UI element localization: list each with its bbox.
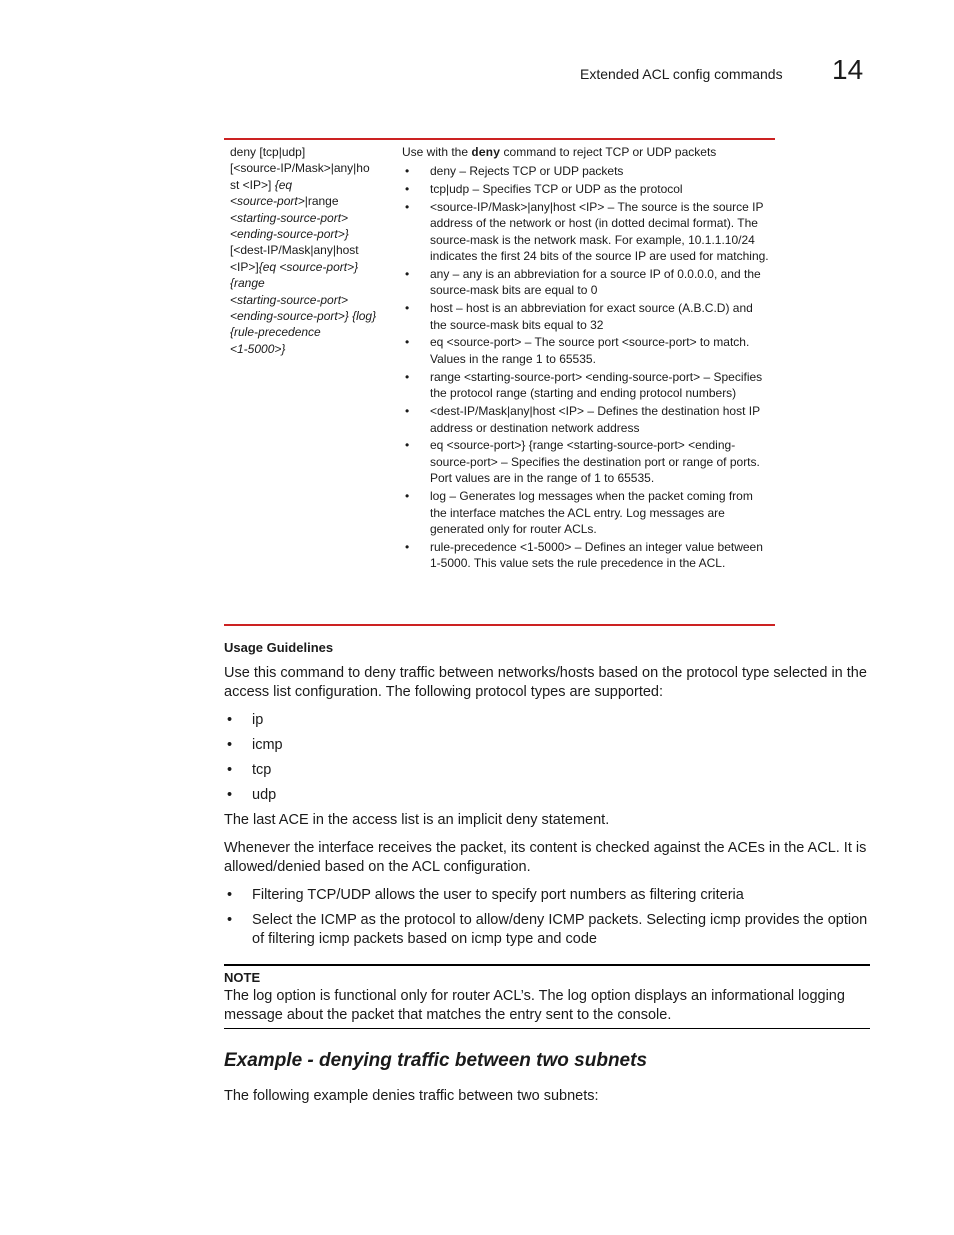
bullet-icon: • [227, 912, 233, 928]
syntax-line: <ending-source-port>} {log} [230, 309, 377, 324]
bullet-icon: • [227, 762, 233, 778]
list-item: • eq <source-port>} {range <starting-source-port> <ending-source-port> – Specifies the destination port or range of ports. Port values are in the range of 1 to 65535. [405, 438, 760, 486]
syntax-column [230, 144, 390, 357]
bullet-icon: • [405, 489, 410, 504]
description-intro: Use with the deny command to reject TCP or UDP packets [402, 145, 717, 160]
description-column [402, 144, 770, 572]
bullet-icon: • [227, 737, 233, 753]
note-heading: NOTE [224, 970, 261, 985]
syntax-line: <starting-source-port> [230, 210, 349, 225]
list-item: • Filtering TCP/UDP allows the user to specify port numbers as filtering criteria [227, 887, 744, 903]
syntax-line: deny [tcp|udp] [230, 145, 306, 159]
bullet-icon: • [227, 787, 233, 803]
usage-paragraph: Whenever the interface receives the packet, its content is checked against the ACEs in the ACL. It is allowed/denied based on the ACL configuration. [224, 840, 867, 875]
bullet-icon: • [405, 438, 410, 453]
bullet-icon: • [405, 266, 410, 281]
filter-list [224, 886, 869, 949]
example-intro: The following example denies traffic between two subnets: [224, 1088, 599, 1104]
section-heading: Example - denying traffic between two subnets [224, 1050, 648, 1071]
bullet-icon: • [405, 163, 410, 178]
parameter-list [402, 163, 770, 572]
usage-heading: Usage Guidelines [224, 640, 334, 655]
syntax-line: [<source-IP/Mask>|any|ho [230, 161, 370, 176]
list-item: • deny – Rejects TCP or UDP packets [405, 163, 624, 178]
syntax-line: <ending-source-port>} [230, 227, 349, 242]
chapter-number: 14 [832, 54, 864, 85]
list-item: • any – any is an abbreviation for a source IP of 0.0.0.0, and the source-mask bits are equal to 0 [405, 266, 761, 298]
list-item: • log – Generates log messages when the packet coming from the interface matches the ACL entry. Log messages are generated only for router ACLs. [405, 489, 753, 536]
list-item: • Select the ICMP as the protocol to allow/deny ICMP packets. Selecting icmp provides the option of filtering icmp packets based on icmp type and code [227, 912, 868, 947]
syntax-line: {rule-precedence [230, 325, 321, 340]
usage-paragraph: Use this command to deny traffic between networks/hosts based on the protocol type selected in the access list configuration. The following protocol types are supported: [224, 665, 867, 700]
list-item: • range <starting-source-port> <ending-source-port> – Specifies the protocol range (starting and ending protocol numbers) [405, 369, 763, 401]
syntax-line: <IP>]{eq <source-port>} [230, 259, 359, 274]
syntax-line: {range [230, 276, 265, 291]
list-item: • ip [227, 712, 264, 728]
command-table [224, 138, 775, 626]
bullet-icon: • [227, 712, 233, 728]
syntax-line: [<dest-IP/Mask|any|host [230, 243, 359, 258]
protocol-list [224, 711, 869, 811]
syntax-line: <starting-source-port> [230, 292, 349, 307]
list-item: • tcp|udp – Specifies TCP or UDP as the protocol [405, 181, 683, 196]
bullet-icon: • [405, 301, 410, 316]
bullet-icon: • [405, 181, 410, 196]
bullet-icon: • [227, 887, 233, 903]
bullet-icon: • [405, 199, 410, 214]
syntax-line: <1-5000>} [230, 341, 286, 356]
list-item: • <dest-IP/Mask|any|host <IP> – Defines the destination host IP address or destination network address [405, 404, 760, 435]
chapter-title: Extended ACL config commands [580, 66, 783, 82]
note-text: The log option is functional only for router ACL’s. The log option displays an informational logging message about the packet that matches the entry sent to the console. [224, 988, 845, 1023]
list-item: • icmp [227, 737, 283, 753]
syntax-line: st <IP>] {eq [230, 177, 293, 192]
syntax-line: <source-port>|range [230, 194, 339, 209]
command-keyword: deny [471, 146, 501, 160]
bullet-icon: • [405, 369, 410, 384]
note-box [224, 964, 870, 1029]
bullet-icon: • [405, 335, 410, 350]
usage-paragraph: The last ACE in the access list is an implicit deny statement. [224, 812, 610, 828]
list-item: • udp [227, 787, 277, 803]
bullet-icon: • [405, 539, 410, 554]
list-item: • tcp [227, 762, 272, 778]
list-item: • eq <source-port> – The source port <source-port> to match. Values in the range 1 to 65535. [405, 335, 750, 366]
list-item: • rule-precedence <1-5000> – Defines an integer value between 1-5000. This value sets the rule precedence in the ACL. [405, 539, 763, 571]
bullet-icon: • [405, 404, 410, 419]
list-item: • host – host is an abbreviation for exact source (A.B.C.D) and the source-mask bits equal to 32 [405, 301, 753, 332]
list-item: • <source-IP/Mask>|any|host <IP> – The source is the source IP address of the network or host (in dotted decimal format). The source-mask is the network mask. For example, 10.1.1.10/24 indicates the first 24 bits of the source IP are used for matching. [405, 199, 769, 263]
